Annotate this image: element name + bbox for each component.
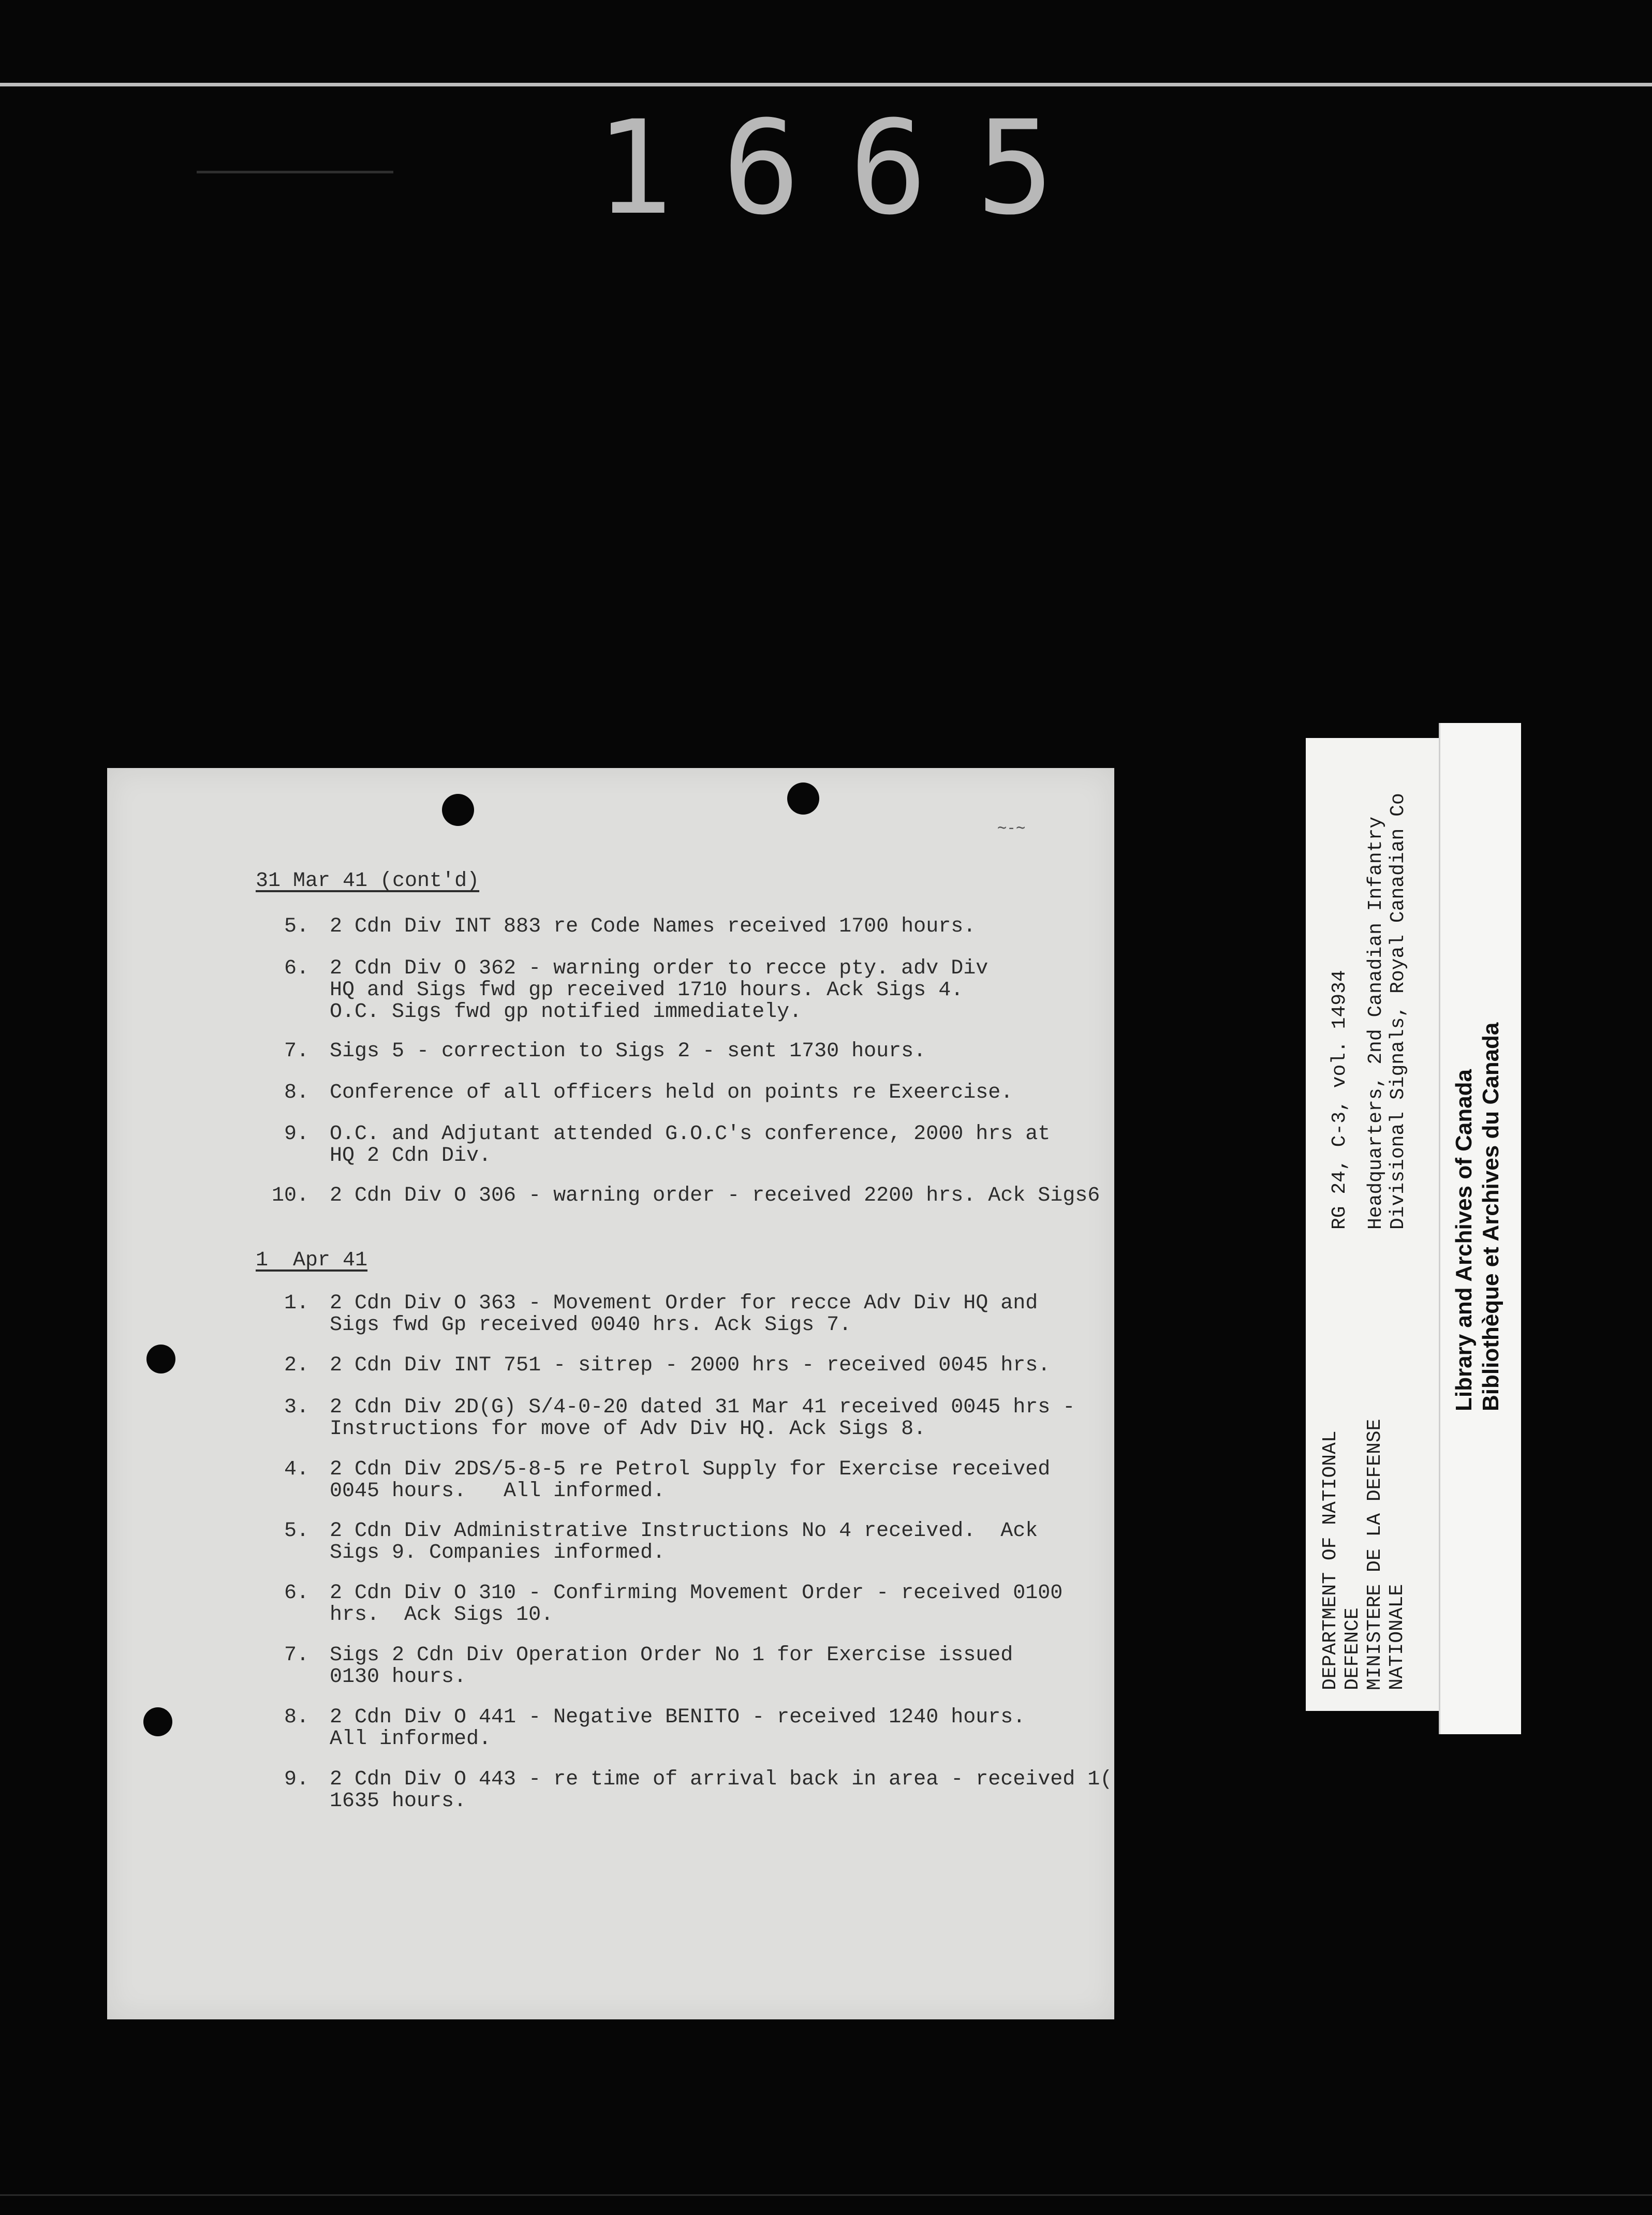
entry-number: 8. <box>284 1081 309 1104</box>
punch-hole <box>787 782 819 815</box>
film-top-rule <box>0 83 1652 86</box>
date-heading: 1 Apr 41 <box>256 1249 368 1272</box>
entry-number: 9. <box>284 1768 309 1791</box>
entry-text: 2 Cdn Div INT 751 - sitrep - 2000 hrs - received 0045 hrs. <box>330 1354 1051 1377</box>
entry-number: 7. <box>284 1644 309 1667</box>
entry-number: 4. <box>284 1458 309 1481</box>
entry-text: Sigs 5 - correction to Sigs 2 - sent 1730 hours. <box>330 1040 926 1063</box>
entry-text: 2 Cdn Div O 310 - Confirming Movement Order - received 0100 hrs. Ack Sigs 10. <box>330 1582 1063 1627</box>
entry-text: Conference of all officers held on points re Exeercise. <box>330 1081 1013 1104</box>
punch-hole <box>442 794 474 826</box>
entry-number: 5. <box>284 1519 309 1543</box>
entry-text: 2 Cdn Div Administrative Instructions No 4 received. Ack Sigs 9. Companies informed. <box>330 1519 1038 1564</box>
entry-number: 6. <box>284 957 309 980</box>
entry-text: 2 Cdn Div INT 883 re Code Names received 1700 hours. <box>330 915 976 938</box>
entry-text: 2 Cdn Div O 306 - warning order - received 2200 hrs. Ack Sigs6 <box>330 1184 1100 1207</box>
reference-label: RG 24, C-3, vol. 14934 <box>1329 970 1351 1230</box>
entry-number: 9. <box>284 1123 309 1146</box>
entry-text: 2 Cdn Div O 441 - Negative BENITO - received 1240 hours. All informed. <box>330 1706 1026 1751</box>
entry-text: 2 Cdn Div O 362 - warning order to recce pty. adv Div HQ and Sigs fwd gp received 1710 hours. Ack Sigs 4. O.C. Sigs fwd gp notified immediately. <box>330 957 989 1024</box>
archive-label <box>1306 738 1440 1711</box>
entry-text: 2 Cdn Div 2D(G) S/4-0-20 dated 31 Mar 41 received 0045 hrs - Instructions for move of Adv Div HQ. Ack Sigs 8. <box>330 1396 1075 1441</box>
entry-number: 3. <box>284 1396 309 1419</box>
department-label: DEPARTMENT OF NATIONAL DEFENCE MINISTERE DE LA DEFENSE NATIONALE <box>1319 1419 1408 1690</box>
unit-label: Headquarters, 2nd Canadian Infantry Divisional Signals, Royal Canadian Co <box>1365 793 1409 1230</box>
margin-scribble: ~-~ <box>997 819 1026 837</box>
institution-name: Library and Archives of Canada Bibliothèque et Archives du Canada <box>1451 1022 1503 1411</box>
entry-text: 2 Cdn Div O 443 - re time of arrival back in area - received 1( 1635 hours. <box>330 1768 1113 1813</box>
entry-number: 1. <box>284 1292 309 1315</box>
entry-number: 10. <box>271 1184 309 1207</box>
entry-text: Sigs 2 Cdn Div Operation Order No 1 for Exercise issued 0130 hours. <box>330 1644 1013 1689</box>
binding-hole <box>143 1707 172 1736</box>
institution-label <box>1439 723 1521 1734</box>
entry-number: 6. <box>284 1582 309 1605</box>
film-bottom-rule <box>0 2194 1652 2196</box>
film-mark <box>197 171 393 173</box>
entry-number: 7. <box>284 1040 309 1063</box>
entry-number: 5. <box>284 915 309 938</box>
document-page <box>107 768 1114 2019</box>
entry-text: 2 Cdn Div 2DS/5-8-5 re Petrol Supply for Exercise received 0045 hours. All informed. <box>330 1458 1051 1503</box>
frame-number: 1665 <box>595 93 1104 243</box>
entry-number: 8. <box>284 1706 309 1729</box>
entry-number: 2. <box>284 1354 309 1377</box>
entry-text: 2 Cdn Div O 363 - Movement Order for recce Adv Div HQ and Sigs fwd Gp received 0040 hrs. Ack Sigs 7. <box>330 1292 1038 1337</box>
binding-hole <box>146 1345 175 1374</box>
entry-text: O.C. and Adjutant attended G.O.C's conference, 2000 hrs at HQ 2 Cdn Div. <box>330 1123 1051 1168</box>
date-heading: 31 Mar 41 (cont'd) <box>256 869 480 893</box>
